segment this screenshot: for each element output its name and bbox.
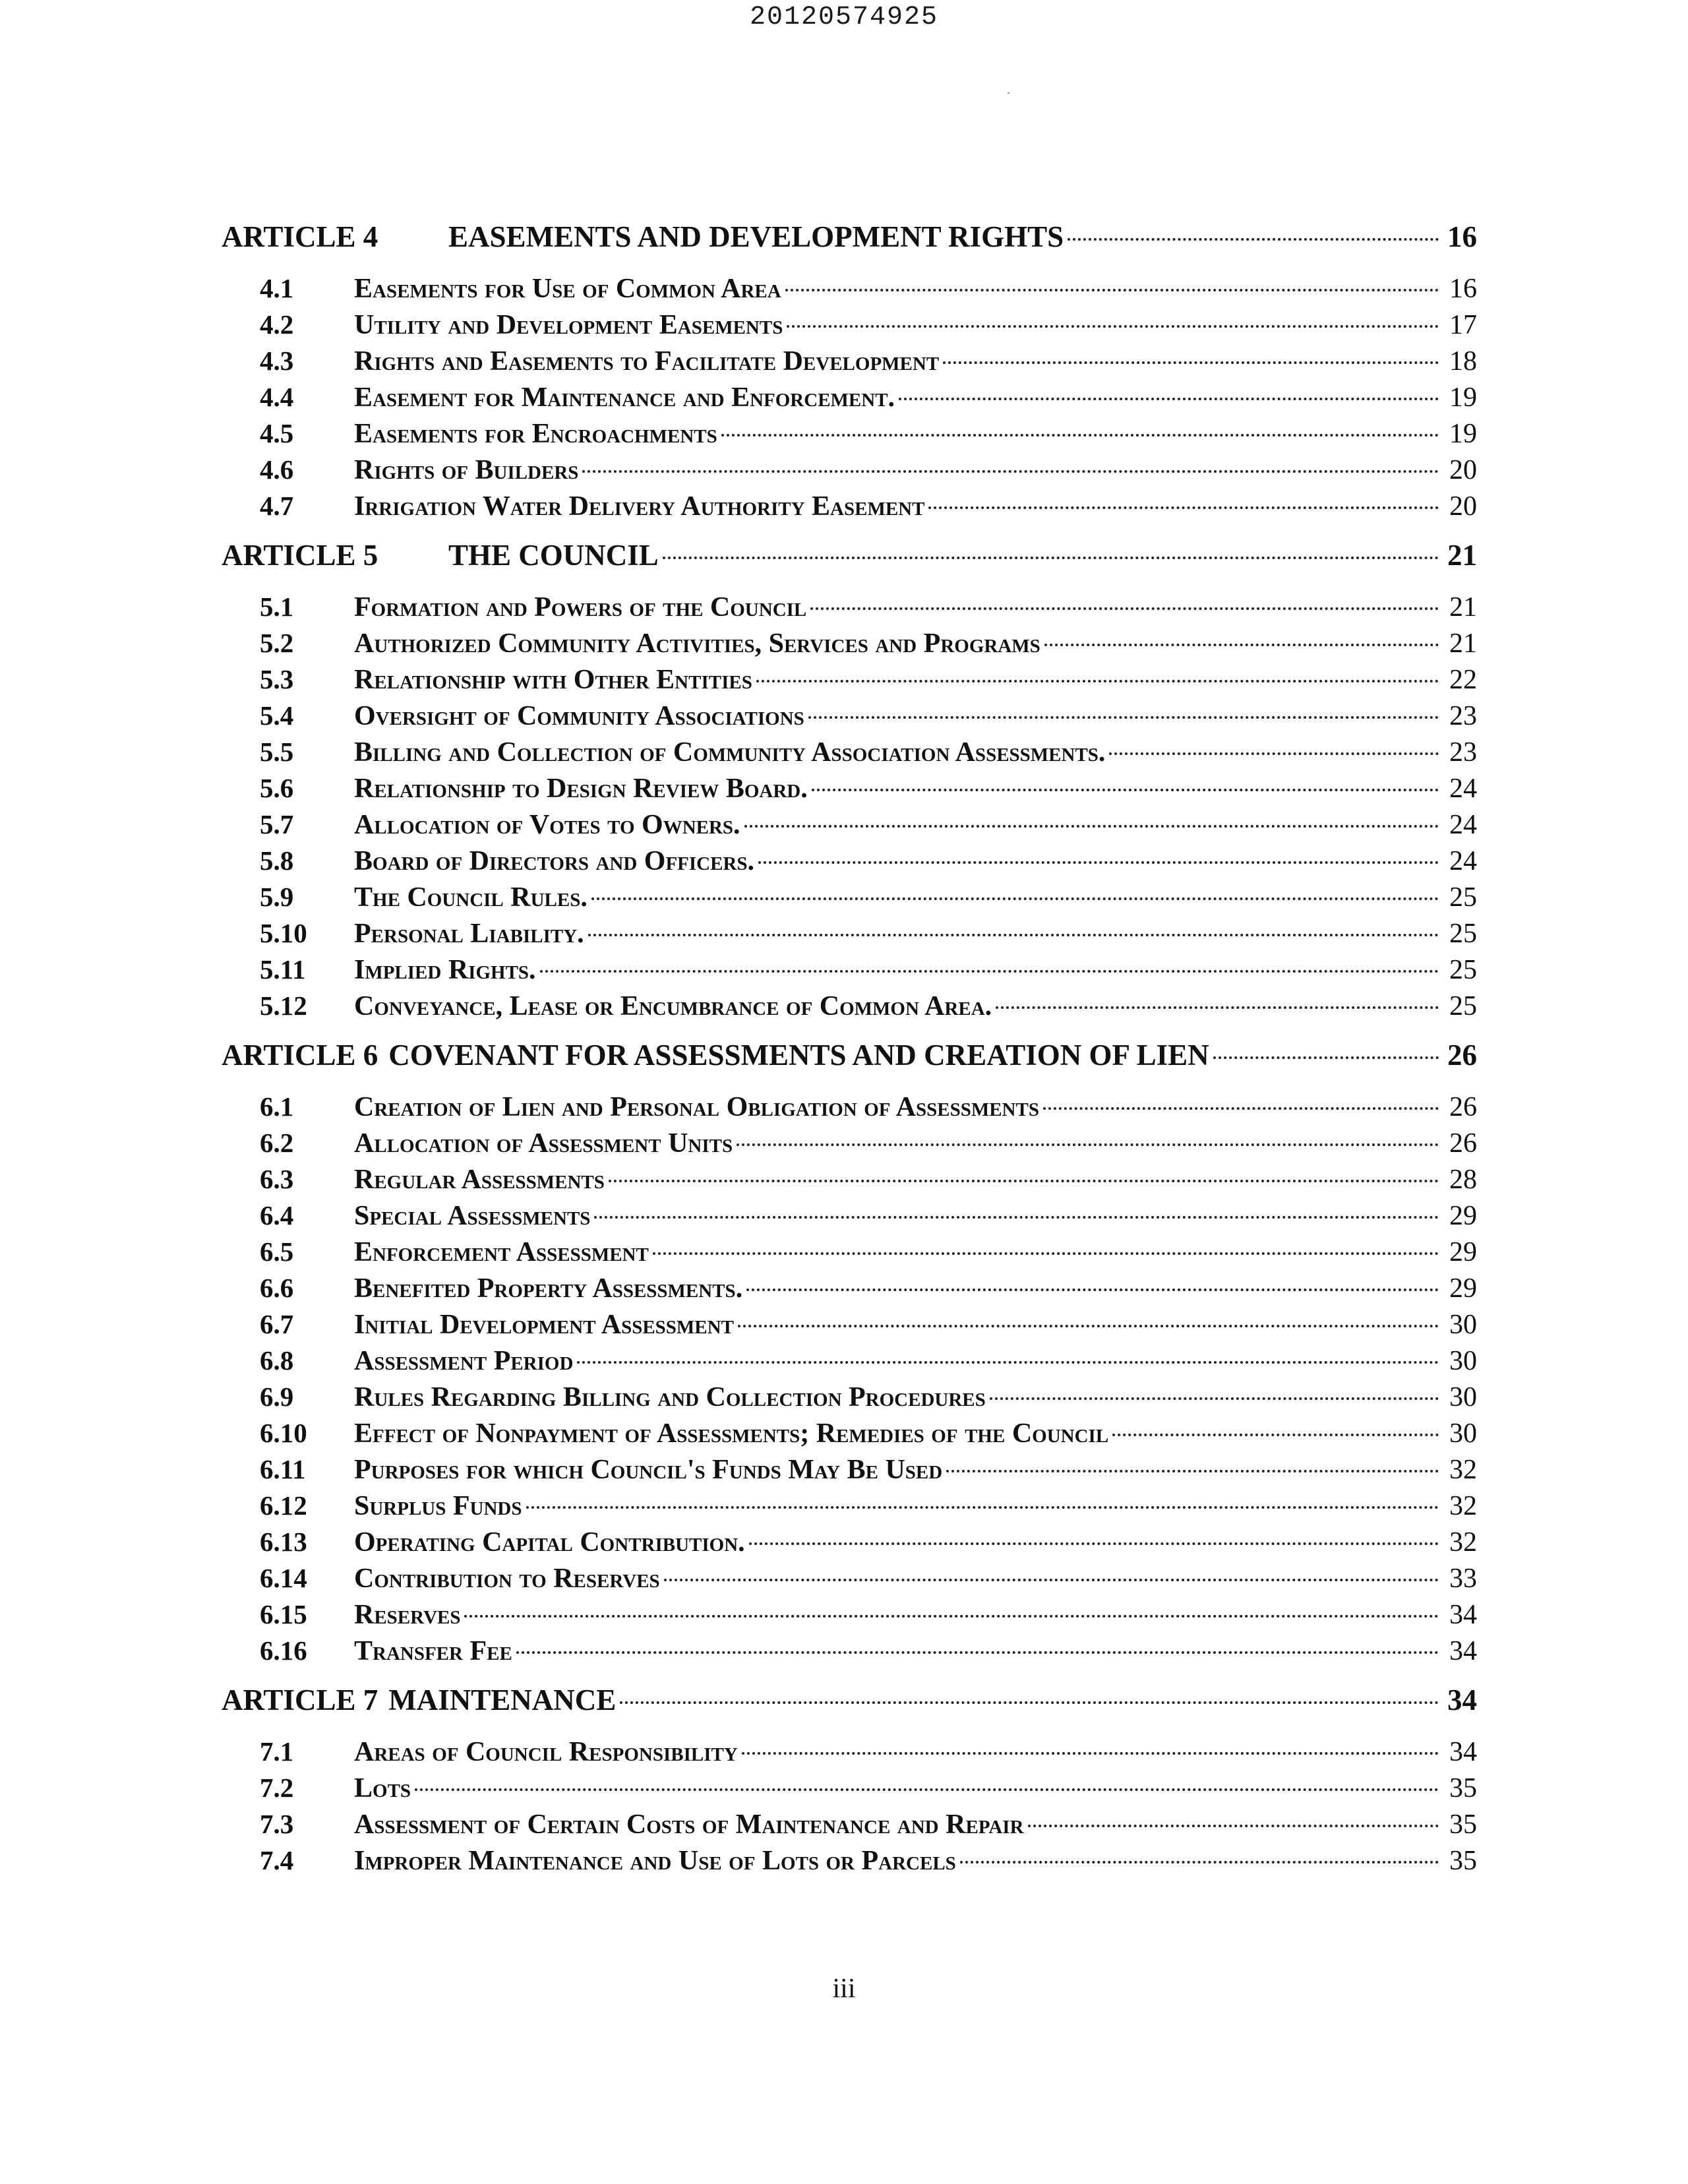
toc-entry-title: Lots	[354, 1773, 411, 1804]
toc-entry-row	[222, 1381, 1477, 1417]
toc-entry-row	[222, 345, 1477, 381]
toc-entry-title: Enforcement Assessment	[354, 1237, 649, 1267]
toc-entry-page: 18	[1449, 346, 1477, 377]
toc-entry-number: 6.6	[260, 1273, 294, 1303]
dot-leader	[899, 398, 1439, 400]
spacer	[222, 1026, 1477, 1038]
toc-entry-row	[222, 490, 1477, 526]
toc-entry-page: 29	[1449, 1237, 1477, 1267]
toc-entry-page: 25	[1449, 991, 1477, 1021]
spacer	[222, 578, 1477, 591]
toc-entry-title: Allocation of Assessment Units	[354, 1128, 733, 1159]
toc-entry-page: 24	[1449, 846, 1477, 876]
toc-article-title: EASEMENTS AND DEVELOPMENT RIGHTS	[448, 220, 1064, 253]
toc-entry-number: 6.8	[260, 1345, 294, 1376]
dot-leader	[1043, 1107, 1439, 1110]
toc-entry-title: Personal Liability.	[354, 919, 584, 949]
dot-leader	[737, 1143, 1439, 1146]
toc-entry-row	[222, 1736, 1477, 1772]
toc-entry-number: 5.4	[260, 700, 294, 731]
toc-entry-number: 6.5	[260, 1236, 294, 1267]
toc-entry-number: 4.7	[260, 491, 294, 521]
scan-speck	[1008, 92, 1010, 94]
toc-entry-row	[222, 1236, 1477, 1272]
toc-entry-row	[222, 1598, 1477, 1635]
dot-leader	[946, 1470, 1439, 1472]
toc-entry-row	[222, 1562, 1477, 1598]
toc-article-label: ARTICLE 6	[222, 1039, 378, 1072]
toc-entry-number: 6.16	[260, 1635, 307, 1666]
toc-entry-title: Benefited Property Assessments.	[354, 1273, 743, 1304]
toc-entry-row	[222, 1808, 1477, 1844]
dot-leader	[744, 825, 1439, 828]
toc-entry-title: Conveyance, Lease or Encumbrance of Common Area.	[354, 991, 992, 1021]
toc-entry-number: 5.8	[260, 845, 294, 876]
spacer	[222, 526, 1477, 538]
toc-entry-page: 20	[1449, 491, 1477, 522]
toc-entry-page: 23	[1449, 737, 1477, 768]
toc-entry-title: Assessment Period	[354, 1346, 574, 1376]
dot-leader	[808, 716, 1439, 719]
dot-leader	[516, 1651, 1439, 1654]
spacer	[222, 1077, 1477, 1091]
dot-leader	[996, 1006, 1439, 1009]
toc-entry-page: 19	[1449, 382, 1477, 413]
toc-entry-row	[222, 917, 1477, 954]
toc-entry-title: Rights of Builders	[354, 455, 579, 485]
toc-entry-row	[222, 381, 1477, 417]
toc-entry-page: 25	[1449, 919, 1477, 949]
dot-leader	[746, 1289, 1439, 1291]
toc-entry-page: 35	[1449, 1773, 1477, 1804]
toc-entry-row	[222, 1199, 1477, 1236]
toc-entry-title: Creation of Lien and Personal Obligation of Assessments	[354, 1092, 1039, 1122]
toc-entry-title: Improper Maintenance and Use of Lots or Parcels	[354, 1846, 956, 1876]
toc-entry-title: Surplus Funds	[354, 1491, 522, 1521]
dot-leader	[540, 970, 1439, 973]
toc-entry-title: Operating Capital Contribution.	[354, 1527, 745, 1558]
dot-leader	[415, 1788, 1439, 1791]
toc-entry-row	[222, 663, 1477, 700]
toc-article-row	[222, 220, 1477, 259]
dot-leader	[591, 897, 1439, 900]
toc-entry-number: 5.7	[260, 809, 294, 839]
toc-entry-title: Reserves	[354, 1600, 461, 1630]
toc-entry-page: 26	[1449, 1128, 1477, 1159]
toc-entry-page: 23	[1449, 701, 1477, 731]
toc-article-title: COVENANT FOR ASSESSMENTS AND CREATION OF LIEN	[388, 1039, 1209, 1072]
dot-leader	[582, 470, 1439, 473]
dot-leader	[785, 289, 1439, 291]
dot-leader	[663, 557, 1439, 559]
toc-entry-number: 5.11	[260, 954, 306, 985]
dot-leader	[1068, 238, 1439, 241]
toc-entry-row	[222, 1417, 1477, 1453]
toc-entry-number: 6.4	[260, 1200, 294, 1230]
toc-entry-number: 6.3	[260, 1164, 294, 1194]
toc-entry-row	[222, 1345, 1477, 1381]
spacer	[222, 259, 1477, 272]
toc-entry-number: 6.15	[260, 1599, 307, 1629]
toc-entry-title: Relationship with Other Entities	[354, 665, 752, 695]
dot-leader	[464, 1615, 1439, 1618]
toc-entry-number: 7.1	[260, 1736, 294, 1767]
dot-leader	[943, 361, 1439, 364]
toc-entry-number: 6.13	[260, 1527, 307, 1557]
toc-entry-page: 26	[1449, 1092, 1477, 1122]
toc-entry-number: 4.2	[260, 309, 294, 340]
toc-entry-row	[222, 1091, 1477, 1127]
toc-entry-title: Oversight of Community Associations	[354, 701, 804, 731]
toc-article-title: THE COUNCIL	[448, 539, 659, 572]
document-number: 20120574925	[749, 3, 939, 32]
toc-entry-title: Regular Assessments	[354, 1165, 605, 1195]
toc-article-label: ARTICLE 4	[222, 220, 378, 253]
toc-entry-number: 5.6	[260, 773, 294, 803]
toc-entry-title: Special Assessments	[354, 1201, 591, 1231]
toc-entry-row	[222, 1526, 1477, 1562]
toc-entry-number: 6.1	[260, 1091, 294, 1122]
toc-entry-page: 29	[1449, 1201, 1477, 1231]
toc-entry-page: 32	[1449, 1455, 1477, 1485]
toc-entry-page: 32	[1449, 1527, 1477, 1558]
toc-entry-number: 6.9	[260, 1381, 294, 1412]
dot-leader	[810, 607, 1439, 610]
dot-leader	[588, 934, 1439, 936]
toc-entry-page: 30	[1449, 1418, 1477, 1449]
dot-leader	[1028, 1825, 1439, 1827]
toc-entry-title: The Council Rules.	[354, 882, 588, 913]
toc-entry-number: 4.1	[260, 273, 294, 303]
toc-entry-row	[222, 736, 1477, 772]
dot-leader	[787, 325, 1439, 328]
toc-entry-page: 34	[1449, 1636, 1477, 1666]
toc-article-page: 16	[1447, 220, 1477, 253]
toc-entry-row	[222, 700, 1477, 736]
toc-entry-title: Allocation of Votes to Owners.	[354, 810, 740, 840]
toc-entry-row	[222, 881, 1477, 917]
toc-entry-number: 4.3	[260, 346, 294, 376]
toc-entry-page: 25	[1449, 955, 1477, 985]
dot-leader	[620, 1701, 1439, 1704]
toc-article-label: ARTICLE 7	[222, 1684, 378, 1716]
dot-leader	[749, 1542, 1439, 1545]
toc-entry-page: 21	[1449, 628, 1477, 659]
toc-entry-number: 6.7	[260, 1309, 294, 1339]
dot-leader	[1109, 752, 1439, 755]
toc-article-page: 34	[1447, 1684, 1477, 1716]
table-of-contents	[222, 220, 1477, 1893]
dot-leader	[1112, 1434, 1439, 1436]
dot-leader	[960, 1861, 1439, 1864]
toc-entry-row	[222, 1490, 1477, 1526]
dot-leader	[594, 1216, 1439, 1219]
toc-article-row	[222, 1683, 1477, 1722]
toc-entry-page: 17	[1449, 310, 1477, 340]
toc-entry-page: 19	[1449, 419, 1477, 449]
toc-entry-title: Purposes for which Council's Funds May Be Used	[354, 1455, 943, 1485]
toc-entry-page: 35	[1449, 1809, 1477, 1840]
toc-entry-row	[222, 417, 1477, 454]
toc-entry-title: Easements for Encroachments	[354, 419, 717, 449]
toc-entry-row	[222, 1308, 1477, 1345]
toc-entry-row	[222, 1635, 1477, 1671]
toc-entry-page: 35	[1449, 1846, 1477, 1876]
toc-entry-title: Authorized Community Activities, Services and Programs	[354, 628, 1040, 659]
toc-entry-row	[222, 309, 1477, 345]
toc-entry-row	[222, 1453, 1477, 1490]
toc-entry-row	[222, 454, 1477, 490]
toc-entry-number: 4.5	[260, 418, 294, 448]
toc-article-title: MAINTENANCE	[388, 1684, 617, 1716]
toc-entry-number: 7.3	[260, 1809, 294, 1839]
toc-entry-row	[222, 990, 1477, 1026]
toc-article-page: 21	[1447, 539, 1477, 572]
toc-entry-number: 5.12	[260, 990, 307, 1021]
toc-entry-number: 5.1	[260, 592, 294, 622]
toc-entry-title: Rules Regarding Billing and Collection Procedures	[354, 1382, 986, 1412]
toc-entry-title: Areas of Council Responsibility	[354, 1737, 738, 1767]
toc-entry-page: 30	[1449, 1310, 1477, 1340]
toc-entry-title: Contribution to Reserves	[354, 1563, 660, 1594]
toc-entry-number: 6.2	[260, 1128, 294, 1158]
dot-leader	[721, 434, 1439, 437]
toc-entry-page: 24	[1449, 810, 1477, 840]
toc-entry-number: 5.9	[260, 882, 294, 912]
toc-entry-title: Assessment of Certain Costs of Maintenance and Repair	[354, 1809, 1024, 1840]
toc-entry-number: 6.14	[260, 1563, 307, 1593]
toc-entry-row	[222, 772, 1477, 808]
toc-entry-page: 34	[1449, 1600, 1477, 1630]
toc-entry-number: 6.12	[260, 1490, 307, 1521]
spacer	[222, 1881, 1477, 1893]
toc-entry-title: Relationship to Design Review Board.	[354, 774, 808, 804]
toc-entry-row	[222, 591, 1477, 627]
toc-entry-row	[222, 1163, 1477, 1199]
toc-entry-row	[222, 954, 1477, 990]
toc-entry-page: 24	[1449, 774, 1477, 804]
dot-leader	[756, 680, 1439, 682]
toc-entry-row	[222, 1127, 1477, 1163]
toc-entry-row	[222, 1844, 1477, 1881]
toc-article-label: ARTICLE 5	[222, 539, 378, 572]
dot-leader	[738, 1325, 1439, 1327]
toc-entry-title: Billing and Collection of Community Association Assessments.	[354, 737, 1106, 768]
dot-leader	[812, 789, 1439, 791]
toc-entry-page: 34	[1449, 1737, 1477, 1767]
toc-entry-title: Transfer Fee	[354, 1636, 512, 1666]
toc-entry-page: 25	[1449, 882, 1477, 913]
toc-entry-title: Board of Directors and Officers.	[354, 846, 755, 876]
spacer	[222, 1671, 1477, 1683]
toc-entry-title: Formation and Powers of the Council	[354, 592, 807, 622]
toc-entry-title: Easement for Maintenance and Enforcement.	[354, 382, 895, 413]
toc-entry-number: 5.2	[260, 628, 294, 658]
toc-entry-number: 7.2	[260, 1773, 294, 1803]
toc-entry-row	[222, 1772, 1477, 1808]
dot-leader	[526, 1506, 1439, 1509]
toc-article-page: 26	[1447, 1039, 1477, 1072]
toc-entry-row	[222, 627, 1477, 663]
toc-entry-row	[222, 272, 1477, 309]
toc-entry-title: Irrigation Water Delivery Authority Easement	[354, 491, 925, 522]
toc-entry-title: Utility and Development Easements	[354, 310, 783, 340]
toc-entry-title: Initial Development Assessment	[354, 1310, 734, 1340]
toc-entry-page: 20	[1449, 455, 1477, 485]
toc-entry-page: 30	[1449, 1382, 1477, 1412]
dot-leader	[653, 1252, 1439, 1255]
toc-entry-number: 5.5	[260, 737, 294, 767]
dot-leader	[1213, 1056, 1439, 1059]
toc-entry-number: 4.6	[260, 454, 294, 485]
dot-leader	[664, 1579, 1439, 1581]
dot-leader	[928, 506, 1439, 509]
page-number: iii	[832, 1974, 856, 2004]
toc-entry-page: 21	[1449, 592, 1477, 622]
toc-article-row	[222, 538, 1477, 578]
toc-entry-page: 28	[1449, 1165, 1477, 1195]
toc-entry-number: 7.4	[260, 1845, 294, 1875]
toc-entry-row	[222, 1272, 1477, 1308]
toc-entry-number: 5.3	[260, 664, 294, 694]
toc-entry-number: 6.11	[260, 1454, 306, 1484]
toc-entry-title: Easements for Use of Common Area	[354, 274, 781, 304]
toc-article-row	[222, 1038, 1477, 1077]
dot-leader	[577, 1361, 1439, 1364]
dot-leader	[609, 1180, 1439, 1182]
toc-entry-title: Implied Rights.	[354, 955, 536, 985]
toc-entry-number: 6.10	[260, 1418, 307, 1448]
toc-entry-page: 22	[1449, 665, 1477, 695]
toc-entry-number: 5.10	[260, 918, 307, 948]
toc-entry-title: Effect of Nonpayment of Assessments; Remedies of the Council	[354, 1418, 1109, 1449]
dot-leader	[990, 1397, 1439, 1400]
toc-entry-number: 4.4	[260, 382, 294, 412]
toc-entry-row	[222, 808, 1477, 845]
spacer	[222, 1722, 1477, 1736]
toc-entry-title: Rights and Easements to Facilitate Development	[354, 346, 940, 377]
toc-entry-row	[222, 845, 1477, 881]
toc-entry-page: 30	[1449, 1346, 1477, 1376]
toc-entry-page: 16	[1449, 274, 1477, 304]
toc-entry-page: 29	[1449, 1273, 1477, 1304]
dot-leader	[742, 1752, 1439, 1755]
toc-entry-page: 32	[1449, 1491, 1477, 1521]
dot-leader	[758, 861, 1439, 864]
toc-entry-page: 33	[1449, 1563, 1477, 1594]
dot-leader	[1044, 644, 1439, 646]
